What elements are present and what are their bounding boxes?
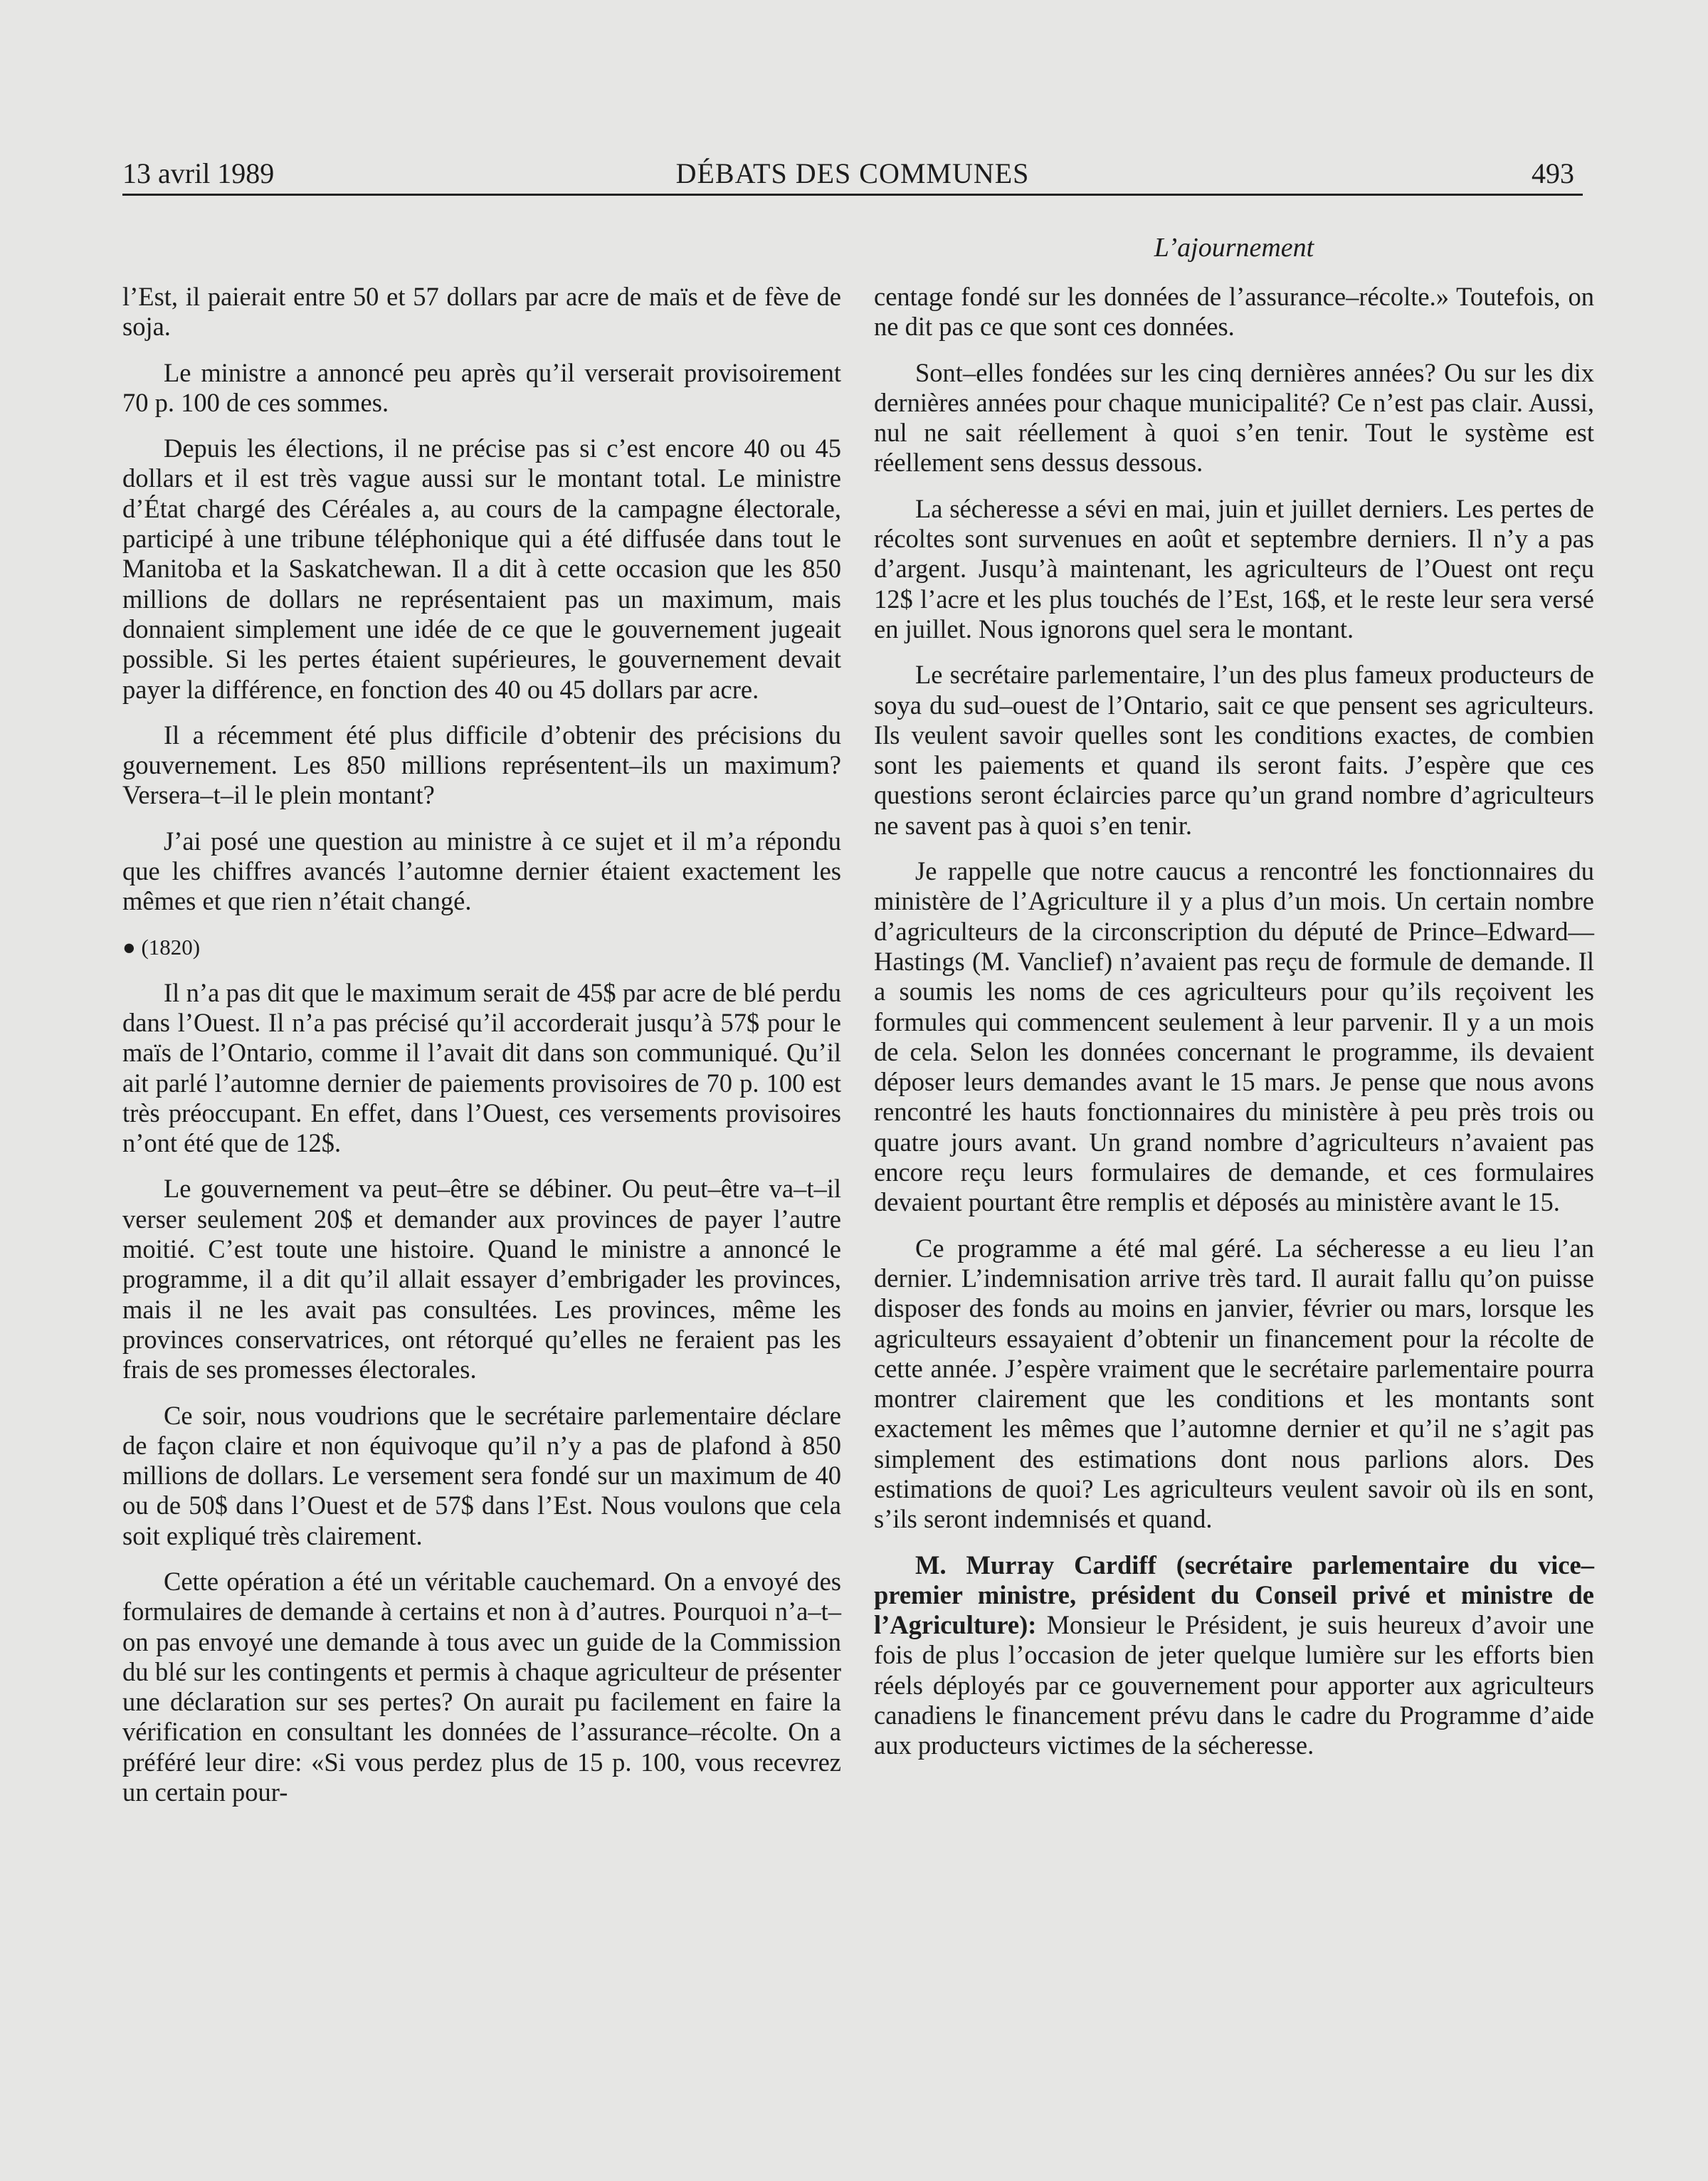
paragraph: Depuis les élections, il ne précise pas si c’est encore 40 ou 45 dollars et il est très vague aussi sur le montant total. Le ministre d’État chargé des Céréales a, au cours de la campagne électorale, participé à une tribune téléphonique qui a été diffusée dans tout le Manitoba et la Saskatchewan. Il a dit à cette occasion que les 850 millions de dollars ne représentaient pas un maximum, mais donnaient simplement une idée de ce que le gouvernement jugeait possible. Si les pertes étaient supérieures, le gouvernement devait payer la différence, en fonction des 40 ou 45 dollars par acre. bbox=[122, 433, 841, 704]
right-column bbox=[874, 282, 1594, 1777]
paragraph: centage fondé sur les données de l’assurance–récolte.» Toutefois, on ne dit pas ce que sont ces données. bbox=[874, 282, 1594, 342]
paragraph: Le gouvernement va peut–être se débiner. Ou peut–être va–t–il verser seulement 20$ et demander aux provinces de payer l’autre moitié. C’est toute une histoire. Quand le ministre a annoncé le programme, il a dit qu’il allait essayer d’embrigader les provinces, mais il ne les avait pas consultées. Les provinces, même les provinces conservatrices, ont rétorqué qu’elles ne feraient pas les frais de ses promesses électorales. bbox=[122, 1174, 841, 1384]
paragraph: Le secrétaire parlementaire, l’un des plus fameux producteurs de soya du sud–ouest de l’Ontario, sait ce que pensent ses agriculteurs. Ils veulent savoir quelles sont les conditions exactes, de combien sont les paiements et quand ils seront faits. J’espère que ces questions seront éclaircies parce qu’un grand nombre d’agriculteurs ne savent pas à quoi s’en tenir. bbox=[874, 660, 1594, 840]
paragraph: Sont–elles fondées sur les cinq dernières années? Ou sur les dix dernières années pour chaque municipalité? Ce n’est pas clair. Aussi, nul ne sait réellement à quoi s’en tenir. Tout le système est réellement sens dessus dessous. bbox=[874, 357, 1594, 478]
paragraph: l’Est, il paierait entre 50 et 57 dollars par acre de maïs et de fève de soja. bbox=[122, 282, 841, 342]
paragraph: Il a récemment été plus difficile d’obtenir des précisions du gouvernement. Les 850 millions représentent–ils un maximum? Versera–t–il le plein montant? bbox=[122, 720, 841, 810]
paragraph: Ce programme a été mal géré. La sécheresse a eu lieu l’an dernier. L’indemnisation arrive très tard. Il aurait fallu qu’on puisse disposer des fonds au moins en janvier, février ou mars, lorsque les agriculteurs essayaient d’obtenir un financement pour la récolte de cette année. J’espère vraiment que le secrétaire parlementaire pourra montrer clairement que les conditions et les montants sont exactement les mêmes que l’automne dernier et qu’il ne s’agit pas simplement des estimations dont nous parlions alors. Des estimations de quoi? Les agriculteurs veulent savoir où ils en sont, s’ils seront indemnisés et quand. bbox=[874, 1233, 1594, 1534]
speaker-name: M. Murray Cardiff (secrétaire parlementaire du vice–premier ministre, président du Conseil privé et ministre de l’Agriculture): bbox=[874, 1550, 1594, 1640]
paragraph: Le ministre a annoncé peu après qu’il verserait provisoirement 70 p. 100 de ces sommes. bbox=[122, 357, 841, 417]
section-title: L’ajournement bbox=[1154, 233, 1314, 263]
paragraph: Il n’a pas dit que le maximum serait de 45$ par acre de blé perdu dans l’Ouest. Il n’a pas précisé qu’il accorderait jusqu’à 57$ pour le maïs de l’Ontario, comme il l’avait dit dans son communiqué. Qu’il ait parlé l’automne dernier de paiements provisoires de 70 p. 100 est très préoccupant. En effet, dans l’Ouest, ces versements provisoires n’ont été que de 12$. bbox=[122, 977, 841, 1158]
header-title: DÉBATS DES COMMUNES bbox=[675, 157, 1030, 189]
header-date: 13 avril 1989 bbox=[122, 157, 275, 189]
time-marker: ● (1820) bbox=[122, 934, 201, 960]
page-header bbox=[122, 151, 1583, 196]
speech-paragraph bbox=[874, 1550, 1594, 1761]
speech-text: Monsieur le Président, je suis heureux d’avoir une fois de plus l’occasion de jeter quelque lumière sur les efforts bien réels déployés par ce gouvernement pour apporter aux agriculteurs canadiens le financement prévu dans le cadre du Programme d’aide aux producteurs victimes de la sécheresse. bbox=[874, 1610, 1594, 1760]
paragraph: La sécheresse a sévi en mai, juin et juillet derniers. Les pertes de récoltes sont survenues en août et septembre derniers. Il n’y a pas d’argent. Jusqu’à maintenant, les agriculteurs de l’Ouest ont reçu 12$ l’acre et les plus touchés de l’Est, 16$, et le reste leur sera versé en juillet. Nous ignorons quel sera le montant. bbox=[874, 493, 1594, 643]
paragraph: Cette opération a été un véritable cauchemard. On a envoyé des formulaires de demande à certains et non à d’autres. Pourquoi n’a–t–on pas envoyé une demande à tous avec un guide de la Commission du blé sur les contingents et permis à chaque agriculteur de présenter une déclaration sur ses pertes? On aurait pu facilement en faire la vérification en consultant les données de l’assurance–récolte. On a préféré leur dire: «Si vous perdez plus de 15 p. 100, vous recevrez un certain pour- bbox=[122, 1566, 841, 1807]
paragraph: Ce soir, nous voudrions que le secrétaire parlementaire déclare de façon claire et non équivoque qu’il n’y a pas de plafond à 850 millions de dollars. Le versement sera fondé sur un maximum de 40 ou de 50$ dans l’Ouest et de 57$ dans l’Est. Nous voulons que cela soit expliqué très clairement. bbox=[122, 1400, 841, 1550]
paragraph: Je rappelle que notre caucus a rencontré les fonctionnaires du ministère de l’Agriculture il y a plus d’un mois. Un certain nombre d’agriculteurs de la circonscription du député de Prince–Edward—Hastings (M. Vanclief) n’avaient pas reçu de formule de demande. Il a soumis les noms de ces agriculteurs pour qu’ils reçoivent les formules qui commencent seulement à leur parvenir. Il y a un mois de cela. Selon les données concernant le programme, ils devaient déposer leurs demandes avant le 15 mars. Je pense que nous avons rencontré les hauts fonctionnaires du ministère à peu près trois ou quatre jours avant. Un grand nombre d’agriculteurs n’avaient pas encore reçu leurs formulaires de demande, et ces formulaires devaient pourtant être remplis et déposés au ministère avant le 15. bbox=[874, 856, 1594, 1217]
header-page-number: 493 bbox=[1532, 157, 1574, 189]
left-column bbox=[122, 282, 841, 1823]
paragraph: J’ai posé une question au ministre à ce sujet et il m’a répondu que les chiffres avancés l’automne dernier étaient exactement les mêmes et que rien n’était changé. bbox=[122, 826, 841, 916]
